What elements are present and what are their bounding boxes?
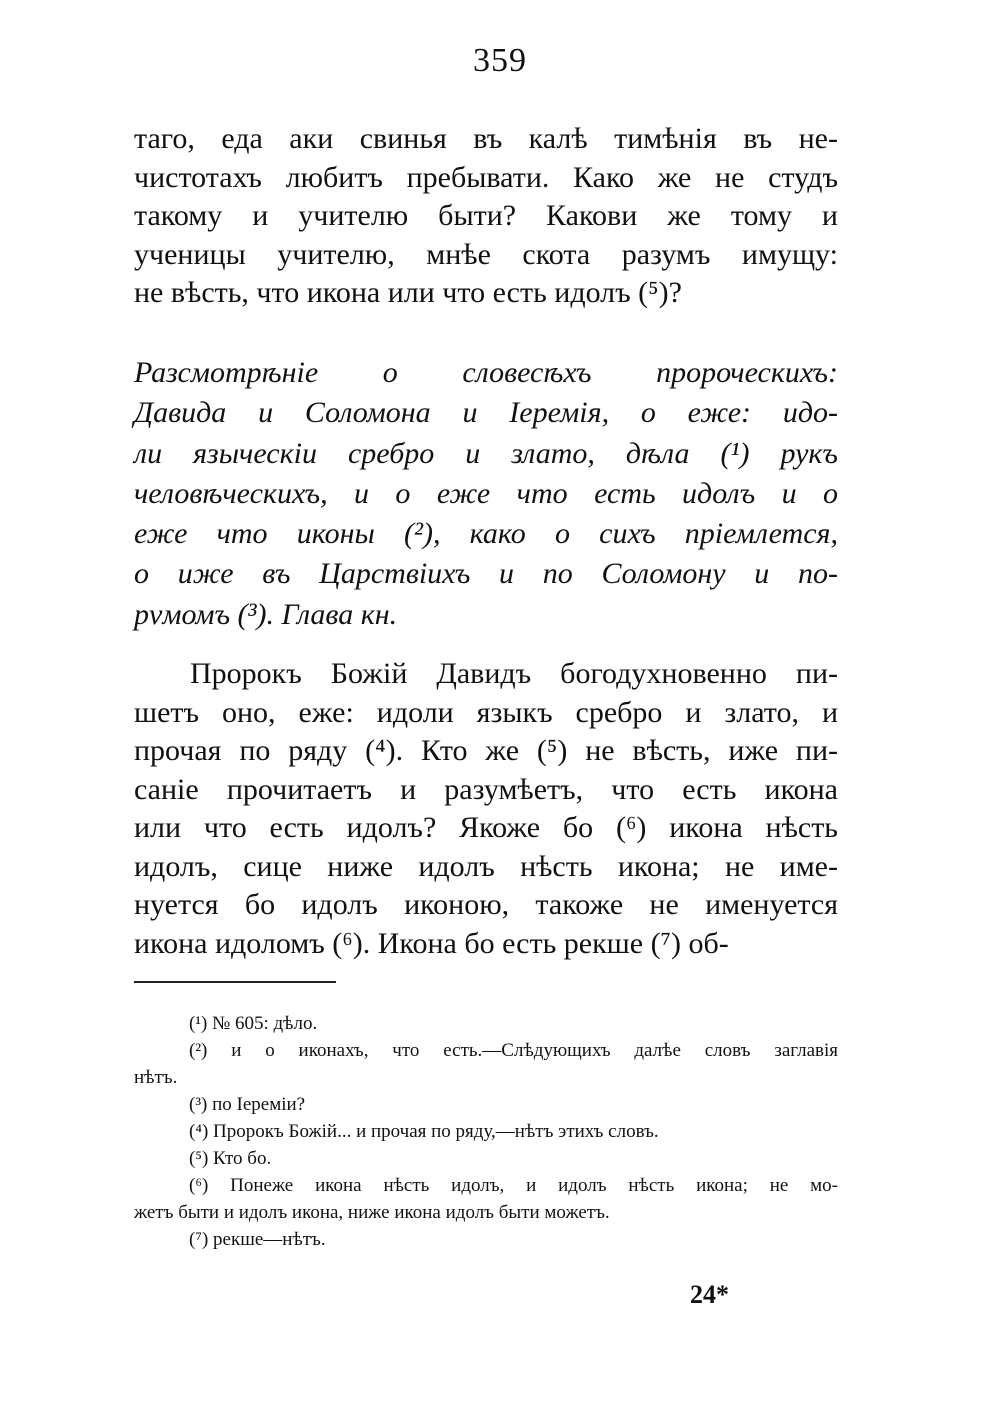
heading-line: ли языческіи сребро и злато, дѣла (¹) рукъ — [134, 436, 838, 470]
text-line: нуется бо идолъ иконою, такоже не именуется — [134, 888, 838, 921]
text-line: не вѣсть, что икона или что есть идолъ (⁵)? — [134, 276, 682, 309]
footnote-continuation: жетъ быти и идолъ икона, ниже икона идолъ быти можетъ. — [134, 1202, 610, 1223]
text-line: или что есть идолъ? Якоже бо (⁶) икона нѣсть — [134, 811, 838, 844]
heading-line: еже что иконы (²), како о сихъ пріемлется, — [134, 517, 838, 551]
text-line: ученицы учителю, мнѣе скота разумъ имущу: — [134, 237, 838, 271]
text-line: таго, еда аки свинья въ калѣ тимѣнія въ не- — [134, 122, 838, 155]
footnote: (³) по Іереміи? — [189, 1094, 306, 1115]
footnote: (⁶) Понеже икона нѣсть идолъ, и идолъ нѣсть икона; не мо- — [189, 1175, 838, 1196]
text-line: шетъ оно, еже: идоли языкъ сребро и злато, и — [134, 695, 838, 729]
footnote: (²) и о иконахъ, что есть.—Слѣдующихъ далѣе словъ заглавія — [189, 1040, 838, 1061]
footnote: (⁷) рекше—нѣтъ. — [189, 1229, 326, 1250]
footnotes — [134, 1010, 838, 1253]
heading-line: рvмомъ (³). Глава кн. — [134, 597, 398, 631]
text-line: Пророкъ Божій Давидъ богодухновенно пи- — [190, 657, 838, 690]
heading-line: о иже въ Царствіихъ и по Соломону и по- — [134, 557, 838, 591]
footnote-divider — [134, 981, 336, 983]
paragraph-continuation — [134, 120, 838, 313]
printer-signature: 24* — [690, 1280, 729, 1309]
heading-line: человѣческихъ, и о еже что есть идолъ и о — [134, 476, 838, 510]
footnote-continuation: нѣтъ. — [134, 1067, 178, 1088]
heading-line: Давида и Соломона и Іеремія, о еже: идо- — [134, 396, 838, 430]
footnote: (⁴) Пророкъ Божій... и прочая по ряду,—нѣтъ этихъ словъ. — [189, 1121, 659, 1142]
text-line: такому и учителю быти? Какови же тому и — [134, 199, 838, 232]
body-paragraph — [134, 655, 838, 963]
text-line: прочая по ряду (⁴). Кто же (⁵) не вѣсть, иже пи- — [134, 734, 838, 767]
footnote: (¹) № 605: дѣло. — [189, 1013, 318, 1034]
heading-line: Разсмотрѣніе о словесѣхъ пророческихъ: — [134, 356, 838, 389]
text-line: чистотахъ любитъ пребывати. Како же не студъ — [134, 160, 838, 194]
text-line: икона идоломъ (⁶). Икона бо есть рекше (⁷) об- — [134, 926, 729, 960]
footnote: (⁵) Кто бо. — [189, 1148, 272, 1169]
text-line: идолъ, сице ниже идолъ нѣсть икона; не име- — [134, 849, 838, 883]
text-line: саніе прочитаетъ и разумѣетъ, что есть икона — [134, 772, 838, 806]
chapter-heading — [134, 353, 838, 635]
page-number: 359 — [473, 42, 527, 79]
